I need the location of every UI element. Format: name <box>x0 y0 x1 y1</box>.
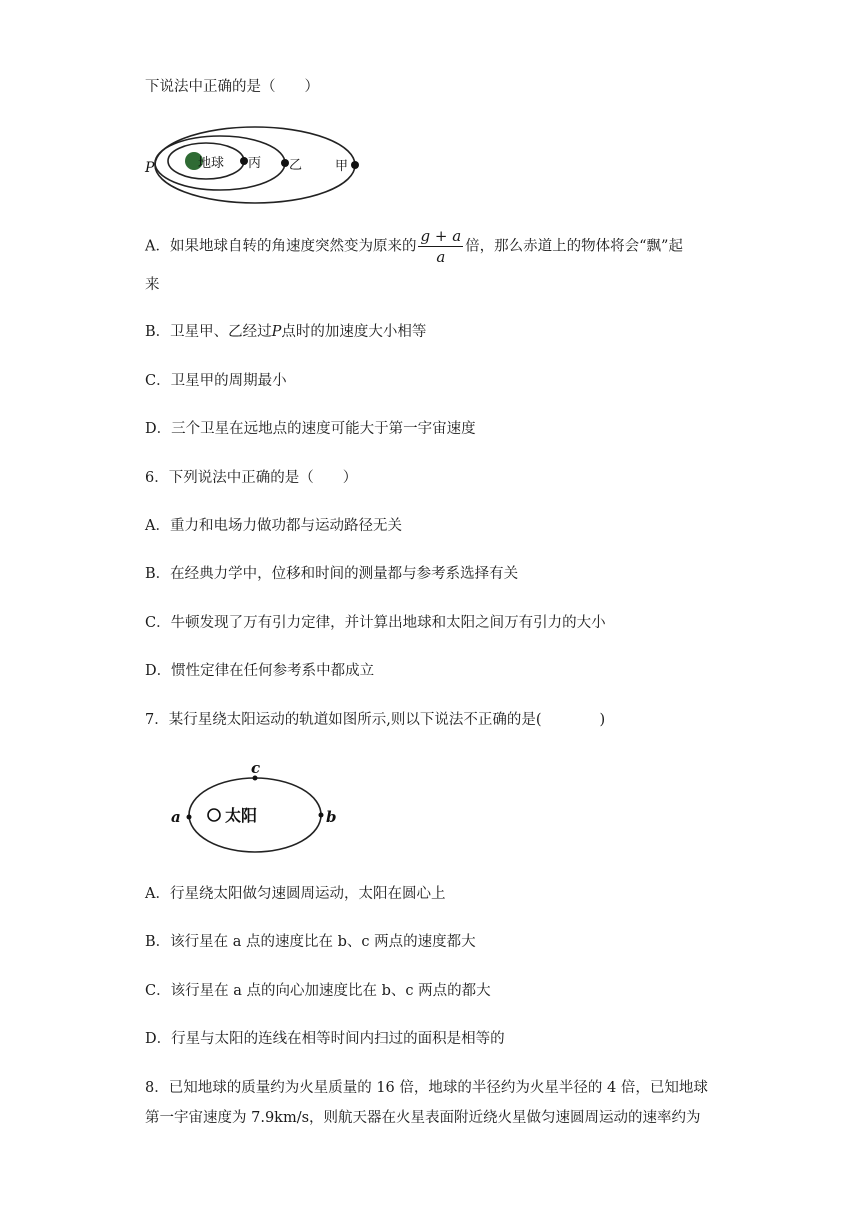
q5-option-c: C．卫星甲的周期最小 <box>145 373 287 389</box>
sat-jia-dot <box>351 161 359 169</box>
point-a-dot <box>187 815 192 820</box>
sun-icon <box>208 809 220 821</box>
q7-stem: 7．某行星绕太阳运动的轨道如图所示,则以下说法不正确的是( ) <box>145 712 606 728</box>
q5-orbit-figure <box>140 120 370 210</box>
q7-orbit-figure <box>165 760 355 860</box>
q8-stem: 8．已知地球的质量约为火星质量的 16 倍，地球的半径约为火星半径的 4 倍，已知地球第一宇宙速度为 7.9km/s，则航天器在火星表面附近绕火星做匀速圆周运动的速率约为 <box>145 1080 708 1126</box>
yi-label: 乙 <box>289 158 303 173</box>
q5-option-d: D．三个卫星在远地点的速度可能大于第一宇宙速度 <box>145 421 476 437</box>
point-a-label: a <box>171 808 181 826</box>
q7-option-b: B．该行星在 a 点的速度比在 b、c 两点的速度都大 <box>145 934 476 950</box>
sat-bing-dot <box>240 157 248 165</box>
q5-option-a: A．如果地球自转的角速度突然变为原来的 $\frac{g + a}{a}$ 倍，那么赤道上的物体将会“飘”起 <box>145 227 683 266</box>
bing-label: 丙 <box>248 156 262 171</box>
sun-label: 太阳 <box>225 806 258 825</box>
q7-option-d: D．行星与太阳的连线在相等时间内扫过的面积是相等的 <box>145 1031 505 1047</box>
sat-yi-dot <box>281 159 289 167</box>
point-b-label: b <box>326 808 337 826</box>
q7-option-a: A．行星绕太阳做匀速圆周运动，太阳在圆心上 <box>145 886 446 902</box>
q6-option-b: B．在经典力学中，位移和时间的测量都与参考系选择有关 <box>145 566 519 582</box>
q6-option-c: C．牛顿发现了万有引力定律，并计算出地球和太阳之间万有引力的大小 <box>145 615 606 631</box>
q5-stem: 下说法中正确的是（ ） <box>145 79 319 95</box>
earth-label: 地球 <box>198 156 225 171</box>
q6-stem: 6．下列说法中正确的是（ ） <box>145 470 358 486</box>
q6-option-d: D．惯性定律在任何参考系中都成立 <box>145 663 375 679</box>
point-b-dot <box>319 813 324 818</box>
fraction: $\frac{g + a}{a}$ <box>420 227 462 266</box>
jia-label: 甲 <box>335 159 349 174</box>
q6-option-a: A．重力和电场力做功都与运动路径无关 <box>145 518 402 534</box>
q5-option-b: B．卫星甲、乙经过P点时的加速度大小相等 <box>145 324 427 340</box>
p-label: P <box>145 160 155 176</box>
q7-option-c: C．该行星在 a 点的向心加速度比在 b、c 两点的都大 <box>145 983 491 999</box>
q5-option-a-cont: 来 <box>145 277 160 293</box>
point-c-label: c <box>251 760 261 777</box>
